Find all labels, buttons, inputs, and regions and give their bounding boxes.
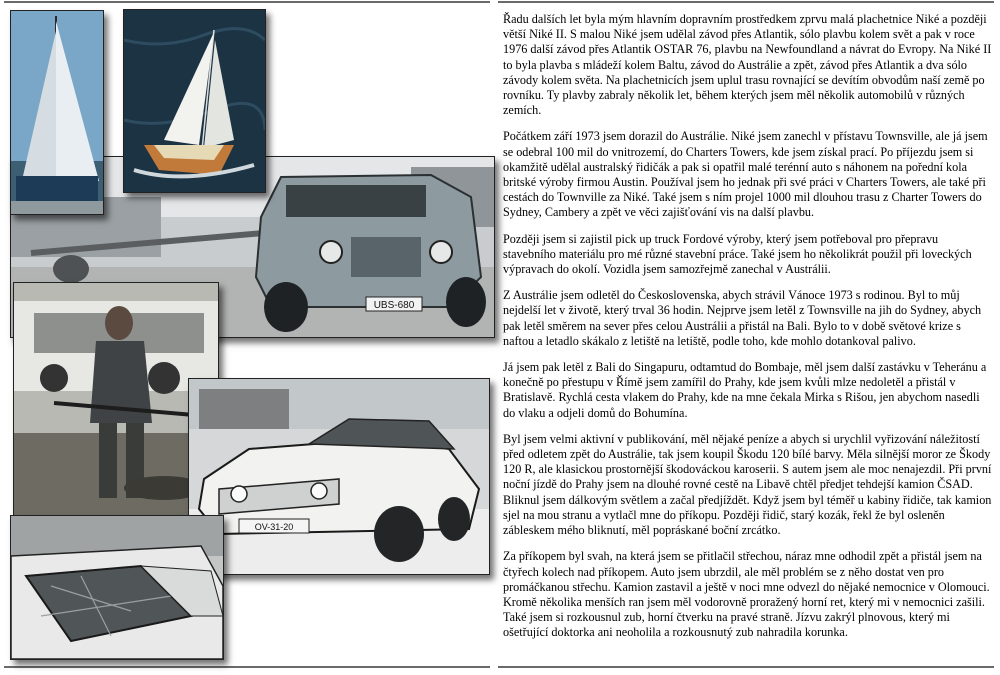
- paragraph-skoda-accident: Byl jsem velmi aktivní v publikování, měl nějaké peníze a abych si urychlil vyřizování náležitostí před odletem zpět do Austrálie, tak jsem koupil Škodu 120 bílé barvy. Měla silnější moror ze Škody 120 R, ale klasickou prostornější škodováckou karoserii. S autem jsem ale moc nenajezdil. Při první noční jízdě do Prahy jsem na dlouhé rovné cestě na Libavě chtěl předjet tehdejší kamion ČSAD. Bliknul jsem dálkovým světlem a začal předjíždět. Když jsem byl téměř u kabiny řidiče, tak kamion sjel na mou stranu a vytlačl mne do příkopu. Později řidič, starý kozák, řekl že byl osleněn zábleskem mého bliknutí, měl popráskané boční zrcátko.: [503, 431, 992, 538]
- article-text: [503, 12, 993, 652]
- photo-collage: [0, 0, 496, 670]
- paragraph-flight-home: Z Austrálie jsem odletěl do Československa, abych strávil Vánoce 1973 s rodinou. Byl to můj nejdelší let v životě, který trval 36 hodin. Nejprve jsem letěl z Townsville na jih do Sydney, abych pak letěl směrem na sever přes celou Austrálii a přistál na Bali. Bylo to v době světové krize s naftou a letadlo skákalo z letiště na letiště, podle toho, kde mohlo dotankoval palivo.: [503, 288, 982, 348]
- photo-crashed-skoda: [188, 378, 490, 575]
- paragraph-journey-bohumin: Já jsem pak letěl z Bali do Singapuru, odtamtud do Bombaje, měl jsem další zastávku v Teheránu a konečně po přestupu v Římě jsem zamířil do Prahy, kde jsem kvůli mlze nedoletěl a přistál v Bratislavě. Rychlá cesta vlakem do Prahy, kde na mne čekala Mirka s Rišou, jen abychom nasedli do vlaku a odjeli domů do Bohumína.: [503, 360, 987, 420]
- moke-license-plate: UBS-680: [373, 300, 415, 311]
- paragraph-australia-arrival: Počátkem září 1973 jsem dorazil do Austrálie. Niké jsem zanechl v přístavu Townsville, ale já jsem se odebral 100 mil do vnitrozemí, do Charters Towers, kde jsem získal prací. Po příjezdu jsem si okamžitě udělal australský řidičák a pak si opatřil malé terénní auto s náhonem na pořední kola britské výroby firmou Austin. Používal jsem ho jednak při své práci v Charters Towers, ale také při cestách do Townville za Niké. Také jsem s ním projel 1000 mil dlouhou trasu z Charter Towers do Sydney, Cambery a zpět ve věci zajišťování vis na další plavbu.: [503, 129, 988, 220]
- photo-crushed-roof: [10, 515, 224, 660]
- photo-sailboat-dock: [10, 10, 104, 215]
- skoda-license-plate: OV-31-20: [254, 522, 294, 532]
- paragraph-pickup-truck: Později jsem si zajistil pick up truck Fordové výroby, který jsem potřeboval pro přepravu stavebního materiálu pro mé různé stavební práce. Také jsem ho několikrát použil při loveckých výpravach do okolí. Vozidla jsem samozřejmě zanechal v Austrálii.: [503, 231, 972, 277]
- photo-sailboat-sea: [123, 9, 266, 193]
- bottom-rule-right: [498, 666, 994, 668]
- paragraph-aftermath: Za příkopem byl svah, na která jsem se přitlačil střechou, náraz mne odhodil zpět a přistál jsem na čtyřech kolech nad příkopem. Auto jsem ubrzdil, ale měl problém se z něho dostat ven pro promáčkanou střechu. Kamion zastavil a ještě v noci mne odvezl do nějaké nemocnice v Olomouci. Kromě několika menších ran jsem měl vodorovně proražený horní ret, který mi v nemocnici zašili. Také jsem si rozkousnul zub, horní čtverku na pravé straně. Jízvu zakrýl plnovous, který mi ošetřující doktorka ani neoholila a rozkousnutý zub nahradila korunka.: [503, 549, 990, 640]
- paragraph-sailboats: Řadu dalších let byla mým hlavním dopravním prostředkem zprvu malá plachetnice Niké a později větší Niké II. S malou Niké jsem udělal závod přes Atlantik, sólo plavbu kolem svět a pak v roce 1976 další závod přes Atlantik OSTAR 76, plavbu na Newfoundland a návrat do Evropy. Na Niké II to byla plavba s mládeží kolem Baltu, závod do Austrálie a zpět, závod přes Atlantik a dva sólo závody kolem světa. Na plachetnicích jsem uplul trasu rovnající se devítím obvodům naší země po rovníku. Ty plavby zabraly několik let, během kterých jsem měl několik automobilů v různých zemích.: [503, 12, 992, 118]
- top-rule-right: [498, 1, 994, 3]
